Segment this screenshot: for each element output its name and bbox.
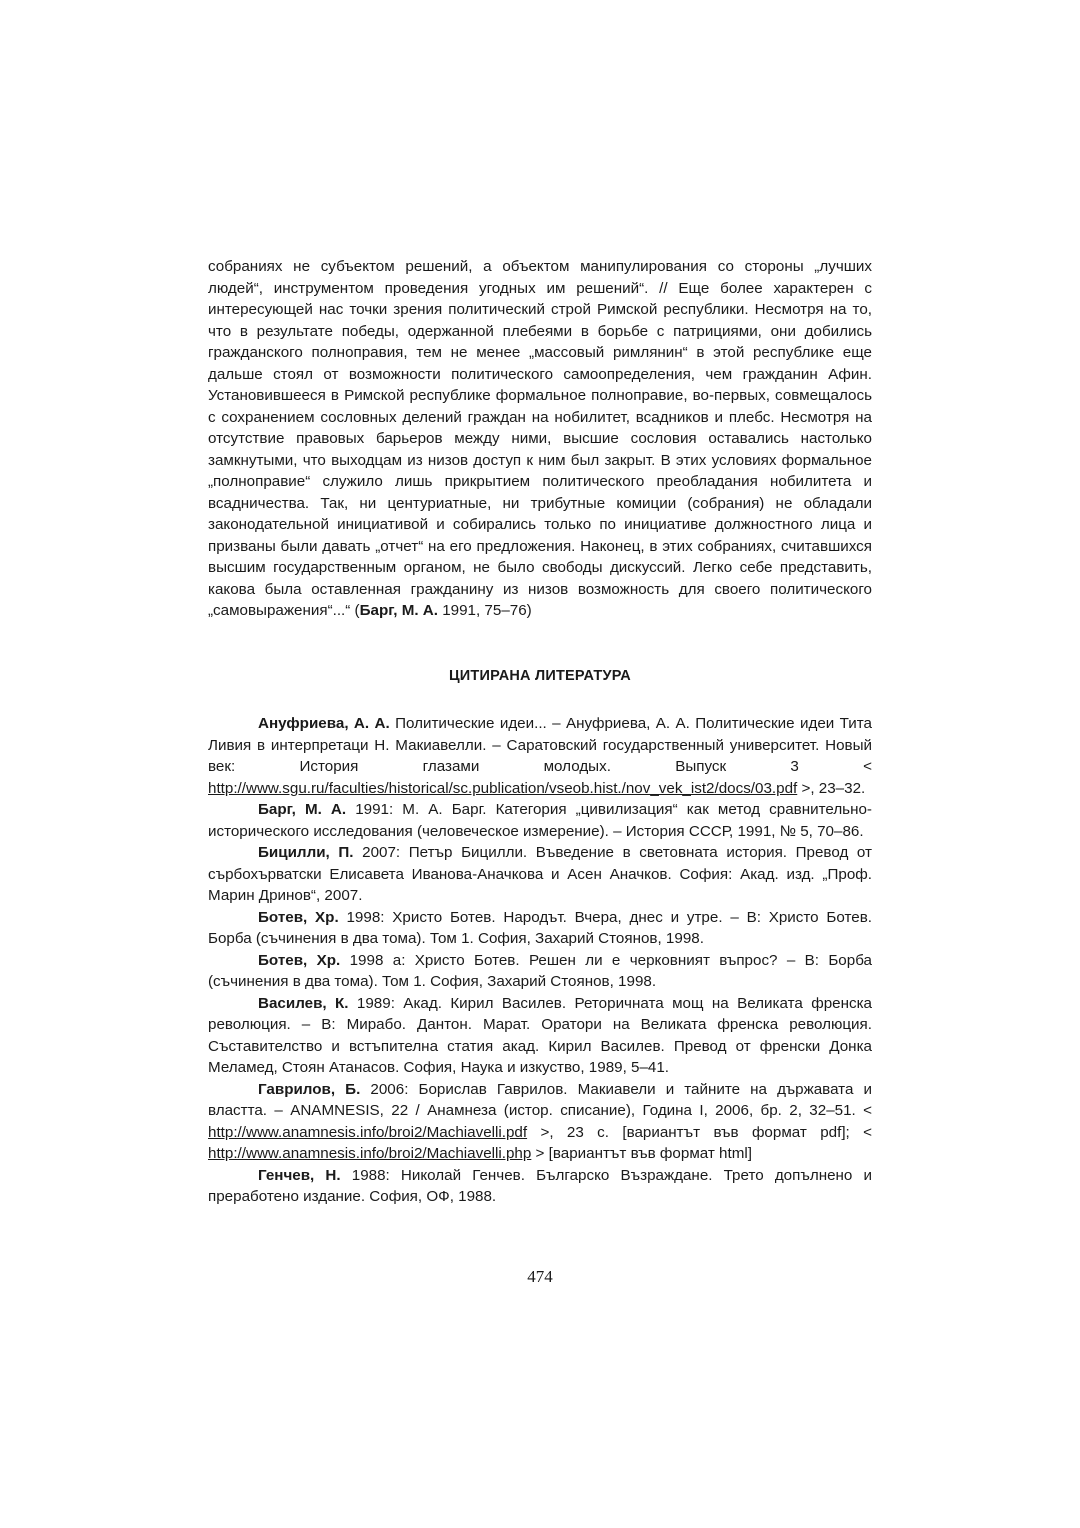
reference-author: Гаврилов, Б. (258, 1080, 361, 1098)
reference-item: Бицилли, П. 2007: Петър Бицилли. Въведение в световната история. Превод от сърбохърватски Елисавета Иванова-Аначкова и Асен Аначков. София: Акад. изд. „Проф. Марин Дринов“, 2007. (208, 844, 872, 904)
section-heading: ЦИТИРАНА ЛИТЕРАТУРА (449, 667, 631, 684)
references-list (208, 713, 872, 1208)
page-number: 474 (527, 1267, 553, 1286)
reference-item: Ботев, Хр. 1998: Христо Ботев. Народът. Вчера, днес и утре. – В: Христо Ботев. Борба (съчинения в два тома). Том 1. София, Захарий Стоянов, 1998. (208, 908, 872, 947)
reference-author: Ботев, Хр. (258, 908, 339, 926)
reference-author: Бицилли, П. (258, 844, 354, 861)
reference-item: Барг, М. А. 1991: М. А. Барг. Категория „цивилизация“ как метод сравнительно-исторического исследования (человеческое измерение). – История СССР, 1991, № 5, 70–86. (208, 801, 872, 840)
quote-paragraph (208, 256, 872, 622)
reference-author: Генчев, Н. (258, 1166, 341, 1184)
quote-text: собраниях не субъектом решений, а объектом манипулирования со стороны „лучших людей“, инструментом проведения угодных им решений“. // Еще более характерен с интересующей нас точки зрения политический строй Римской республики. Несмотря на то, что в результате победы, одержанной плебеями в борьбе с патрициями, они добились гражданского полноправия, тем не менее „массовый римлянин“ в этой республике еще дальше стоял от возможности политического самоопределения, чем гражданин Афин. Установившееся в Римской республике формальное полноправие, во-первых, совмещалось с сохранением сословных делений граждан на нобилитет, всадников и плебс. Несмотря на отсутствие правовых барьеров между ними, высшие сословия оставались настолько замкнутыми, что выходцам из низов доступ к ним был закрыт. В этих условиях формальное „полноправие“ служило лишь прикрытием политического преобладания нобилитета и всадничества. Так, ни центуриатные, ни трибутные комиции (собрания) не обладали законодательной инициативой и собирались только по инициативе должностного лица и призваны были давать „отчет“ на его предложения. Наконец, в этих собраниях, считавшихся высшим государственным органом, не было свободы дискуссий. Легко себе представить, какова была оставленная гражданину из низов возможность для своего политического „самовыражения“...“ ( (208, 258, 872, 619)
reference-author: Василев, К. (258, 994, 349, 1012)
reference-author: Ботев, Хр. (258, 951, 341, 969)
reference-link[interactable]: http://www.anamnesis.info/broi2/Machiavelli.pdf (208, 1123, 528, 1141)
text-block (208, 256, 872, 1208)
reference-item: Ботев, Хр. 1998 а: Христо Ботев. Решен ли е черковният въпрос? – В: Борба (съчинения в два тома). Том 1. София, Захарий Стоянов, 1998. (208, 951, 872, 990)
reference-link[interactable]: http://www.anamnesis.info/broi2/Machiavelli.php (208, 1145, 532, 1162)
reference-author: Барг, М. А. (258, 801, 347, 818)
reference-item: Ануфриева, А. А. Политические идеи... – Ануфриева, А. А. Политические идеи Тита Ливия в интерпретаци Н. Макиавелли. – Саратовский государственный университет. Новый век: История глазами молодых. Выпуск 3 < http://www.sgu.ru/faculties/historical/sc.publication/vseob.hist./nov_vek_ist2/docs/03.pdf >, 23–32. (208, 715, 872, 797)
reference-item: Василев, К. 1989: Акад. Кирил Василев. Реторичната мощ на Великата френска революция. – В: Мирабо. Дантон. Марат. Оратори на Великата френска революция. Съставителство и встъпителна статия акад. Кирил Василев. Превод от френски Донка Меламед, Стоян Атанасов. София, Наука и изкуство, 1989, 5–41. (208, 994, 872, 1076)
quote-cite-author: Барг, М. А. (359, 602, 438, 619)
reference-author: Ануфриева, А. А. (258, 715, 390, 732)
reference-link[interactable]: http://www.sgu.ru/faculties/historical/sc.publication/vseob.hist./nov_vek_ist2/docs/03.pdf (208, 779, 798, 797)
quote-cite-rest: 1991, 75–76) (437, 602, 532, 619)
reference-item: Генчев, Н. 1988: Николай Генчев. Българско Възраждане. Трето допълнено и преработено издание. София, ОФ, 1988. (208, 1166, 873, 1205)
reference-item: Гаврилов, Б. 2006: Борислав Гаврилов. Макиавели и тайните на държавата и властта. – ANAMNESIS, 22 / Анамнеза (истор. списание), Година I, 2006, бр. 2, 32–51. < http://www.anamnesis.info/broi2/Machiavelli.pdf >, 23 с. [вариантът във формат pdf]; < http://www.anamnesis.info/broi2/Machiavelli.php > [вариантът във формат html] (208, 1080, 872, 1162)
